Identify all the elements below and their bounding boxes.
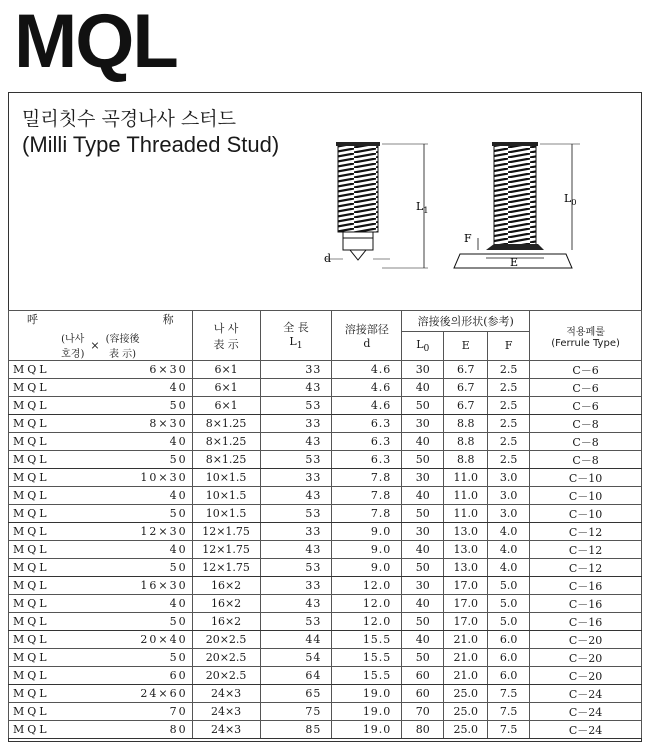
cell-weld-dia: 9.0 bbox=[332, 523, 402, 541]
cell-total-length: 43 bbox=[260, 541, 332, 559]
cell-e: 11.0 bbox=[444, 505, 488, 523]
table-row bbox=[9, 469, 642, 487]
cell-ferrule: C－16 bbox=[530, 613, 642, 631]
cell-weld-dia: 6.3 bbox=[332, 433, 402, 451]
cell-total-length: 33 bbox=[260, 523, 332, 541]
cell-f: 7.5 bbox=[488, 685, 530, 703]
cell-ferrule: C－12 bbox=[530, 523, 642, 541]
cell-l0: 30 bbox=[402, 523, 444, 541]
cell-e: 6.7 bbox=[444, 361, 488, 379]
cell-l0: 50 bbox=[402, 397, 444, 415]
cell-total-length: 53 bbox=[260, 397, 332, 415]
cell-total-length: 43 bbox=[260, 433, 332, 451]
table-row bbox=[9, 613, 642, 631]
table-row bbox=[9, 541, 642, 559]
cell-total-length: 33 bbox=[260, 469, 332, 487]
cell-l0: 50 bbox=[402, 559, 444, 577]
cell-l0: 40 bbox=[402, 541, 444, 559]
cell-l0: 30 bbox=[402, 469, 444, 487]
cell-screw: 8×1.25 bbox=[192, 433, 260, 451]
cell-e: 25.0 bbox=[444, 721, 488, 739]
cell-screw: 10×1.5 bbox=[192, 487, 260, 505]
stud-after-weld bbox=[454, 142, 580, 268]
cell-e: 21.0 bbox=[444, 667, 488, 685]
cell-screw: 20×2.5 bbox=[192, 649, 260, 667]
cell-e: 6.7 bbox=[444, 379, 488, 397]
cell-total-length: 54 bbox=[260, 649, 332, 667]
cell-nominal: MQL 50 bbox=[9, 451, 193, 469]
cell-weld-dia: 7.8 bbox=[332, 487, 402, 505]
cell-total-length: 33 bbox=[260, 415, 332, 433]
cell-ferrule: C－6 bbox=[530, 361, 642, 379]
cell-l0: 60 bbox=[402, 685, 444, 703]
cell-screw: 10×1.5 bbox=[192, 469, 260, 487]
cell-weld-dia: 9.0 bbox=[332, 559, 402, 577]
table-row bbox=[9, 577, 642, 595]
cell-weld-dia: 7.8 bbox=[332, 505, 402, 523]
cell-ferrule: C－8 bbox=[530, 451, 642, 469]
cell-screw: 6×1 bbox=[192, 397, 260, 415]
cell-total-length: 53 bbox=[260, 505, 332, 523]
table-row bbox=[9, 397, 642, 415]
cell-screw: 6×1 bbox=[192, 379, 260, 397]
cell-weld-dia: 12.0 bbox=[332, 577, 402, 595]
cell-nominal: MQL 12×30 bbox=[9, 523, 193, 541]
cell-screw: 20×2.5 bbox=[192, 631, 260, 649]
cell-ferrule: C－10 bbox=[530, 487, 642, 505]
cell-f: 3.0 bbox=[488, 505, 530, 523]
cell-screw: 16×2 bbox=[192, 595, 260, 613]
cell-f: 6.0 bbox=[488, 667, 530, 685]
cell-nominal: MQL 50 bbox=[9, 649, 193, 667]
label-l0: $L_0$ bbox=[564, 192, 577, 207]
cell-f: 2.5 bbox=[488, 415, 530, 433]
cell-weld-dia: 12.0 bbox=[332, 595, 402, 613]
cell-total-length: 44 bbox=[260, 631, 332, 649]
cell-screw: 6×1 bbox=[192, 361, 260, 379]
label-f: F bbox=[464, 232, 472, 245]
cell-nominal: MQL 20×40 bbox=[9, 631, 193, 649]
table-row bbox=[9, 595, 642, 613]
cell-f: 2.5 bbox=[488, 361, 530, 379]
cell-f: 2.5 bbox=[488, 433, 530, 451]
col-after-weld: 溶接後의形状(参考) bbox=[402, 311, 530, 332]
cell-nominal: MQL 80 bbox=[9, 721, 193, 739]
table-row bbox=[9, 361, 642, 379]
table-row bbox=[9, 631, 642, 649]
label-e: E bbox=[510, 256, 519, 269]
cell-f: 4.0 bbox=[488, 541, 530, 559]
table-row bbox=[9, 487, 642, 505]
cell-e: 25.0 bbox=[444, 703, 488, 721]
cell-nominal: MQL 40 bbox=[9, 379, 193, 397]
cell-e: 13.0 bbox=[444, 541, 488, 559]
cell-l0: 80 bbox=[402, 721, 444, 739]
cell-e: 17.0 bbox=[444, 595, 488, 613]
cell-e: 11.0 bbox=[444, 469, 488, 487]
cell-l0: 50 bbox=[402, 451, 444, 469]
cell-e: 8.8 bbox=[444, 415, 488, 433]
cell-nominal: MQL 40 bbox=[9, 541, 193, 559]
cell-ferrule: C－20 bbox=[530, 631, 642, 649]
cell-e: 17.0 bbox=[444, 613, 488, 631]
cell-weld-dia: 6.3 bbox=[332, 451, 402, 469]
cell-total-length: 33 bbox=[260, 577, 332, 595]
cell-f: 3.0 bbox=[488, 487, 530, 505]
cell-l0: 70 bbox=[402, 703, 444, 721]
cell-weld-dia: 19.0 bbox=[332, 685, 402, 703]
cell-f: 6.0 bbox=[488, 631, 530, 649]
cell-f: 5.0 bbox=[488, 595, 530, 613]
cell-screw: 12×1.75 bbox=[192, 523, 260, 541]
cell-l0: 50 bbox=[402, 649, 444, 667]
cell-nominal: MQL 50 bbox=[9, 397, 193, 415]
brand-logo: MQL bbox=[14, 0, 177, 84]
cell-ferrule: C－6 bbox=[530, 379, 642, 397]
cell-screw: 12×1.75 bbox=[192, 541, 260, 559]
col-f: F bbox=[488, 331, 530, 360]
cell-screw: 8×1.25 bbox=[192, 415, 260, 433]
cell-total-length: 43 bbox=[260, 379, 332, 397]
cell-nominal: MQL 70 bbox=[9, 703, 193, 721]
table-row bbox=[9, 505, 642, 523]
table-row bbox=[9, 685, 642, 703]
col-nominal: 呼 称 (나사 호경) × (容接後 表 示) bbox=[9, 311, 193, 361]
cell-l0: 40 bbox=[402, 631, 444, 649]
cell-l0: 40 bbox=[402, 595, 444, 613]
cell-l0: 30 bbox=[402, 361, 444, 379]
cell-weld-dia: 12.0 bbox=[332, 613, 402, 631]
cell-total-length: 75 bbox=[260, 703, 332, 721]
cell-weld-dia: 9.0 bbox=[332, 541, 402, 559]
cell-nominal: MQL 50 bbox=[9, 505, 193, 523]
cell-nominal: MQL 6×30 bbox=[9, 361, 193, 379]
cell-screw: 24×3 bbox=[192, 703, 260, 721]
col-l0: $L_0$ bbox=[402, 331, 444, 360]
cell-total-length: 43 bbox=[260, 487, 332, 505]
cell-ferrule: C－20 bbox=[530, 649, 642, 667]
cell-l0: 40 bbox=[402, 433, 444, 451]
cell-ferrule: C－24 bbox=[530, 685, 642, 703]
cell-total-length: 33 bbox=[260, 361, 332, 379]
cell-l0: 30 bbox=[402, 577, 444, 595]
cell-nominal: MQL 50 bbox=[9, 559, 193, 577]
cell-nominal: MQL 60 bbox=[9, 667, 193, 685]
cell-total-length: 85 bbox=[260, 721, 332, 739]
cell-nominal: MQL 50 bbox=[9, 613, 193, 631]
cell-l0: 60 bbox=[402, 667, 444, 685]
spec-table bbox=[8, 310, 642, 739]
cell-screw: 20×2.5 bbox=[192, 667, 260, 685]
cell-screw: 16×2 bbox=[192, 577, 260, 595]
col-total-length: 全 長 $L_1$ bbox=[260, 311, 332, 361]
cell-screw: 12×1.75 bbox=[192, 559, 260, 577]
table-row bbox=[9, 379, 642, 397]
cell-screw: 10×1.5 bbox=[192, 505, 260, 523]
cell-f: 7.5 bbox=[488, 721, 530, 739]
cell-weld-dia: 19.0 bbox=[332, 703, 402, 721]
cell-nominal: MQL 10×30 bbox=[9, 469, 193, 487]
cell-weld-dia: 19.0 bbox=[332, 721, 402, 739]
cell-f: 2.5 bbox=[488, 379, 530, 397]
table-row bbox=[9, 649, 642, 667]
cell-l0: 40 bbox=[402, 379, 444, 397]
cell-weld-dia: 4.6 bbox=[332, 379, 402, 397]
col-screw: 나 사 表 示 bbox=[192, 311, 260, 361]
cell-e: 8.8 bbox=[444, 433, 488, 451]
cell-nominal: MQL 8×30 bbox=[9, 415, 193, 433]
cell-l0: 30 bbox=[402, 415, 444, 433]
cell-e: 13.0 bbox=[444, 523, 488, 541]
cell-screw: 16×2 bbox=[192, 613, 260, 631]
cell-ferrule: C－8 bbox=[530, 433, 642, 451]
table-row bbox=[9, 667, 642, 685]
cell-ferrule: C－12 bbox=[530, 541, 642, 559]
label-d: d bbox=[324, 252, 332, 265]
cell-e: 8.8 bbox=[444, 451, 488, 469]
cell-ferrule: C－12 bbox=[530, 559, 642, 577]
cell-total-length: 65 bbox=[260, 685, 332, 703]
cell-f: 5.0 bbox=[488, 577, 530, 595]
cell-total-length: 43 bbox=[260, 595, 332, 613]
cell-nominal: MQL 40 bbox=[9, 487, 193, 505]
cell-total-length: 53 bbox=[260, 613, 332, 631]
cell-ferrule: C－16 bbox=[530, 577, 642, 595]
cell-f: 4.0 bbox=[488, 559, 530, 577]
cell-total-length: 53 bbox=[260, 451, 332, 469]
cell-ferrule: C－16 bbox=[530, 595, 642, 613]
cell-e: 21.0 bbox=[444, 631, 488, 649]
cell-e: 21.0 bbox=[444, 649, 488, 667]
cell-screw: 24×3 bbox=[192, 721, 260, 739]
cell-f: 4.0 bbox=[488, 523, 530, 541]
cell-l0: 40 bbox=[402, 487, 444, 505]
cell-e: 13.0 bbox=[444, 559, 488, 577]
cell-nominal: MQL 24×60 bbox=[9, 685, 193, 703]
cell-f: 3.0 bbox=[488, 469, 530, 487]
cell-f: 7.5 bbox=[488, 703, 530, 721]
cell-ferrule: C－24 bbox=[530, 703, 642, 721]
table-row bbox=[9, 559, 642, 577]
cell-weld-dia: 15.5 bbox=[332, 667, 402, 685]
title-english: (Milli Type Threaded Stud) bbox=[22, 132, 280, 157]
cell-f: 2.5 bbox=[488, 451, 530, 469]
cell-l0: 50 bbox=[402, 505, 444, 523]
cell-weld-dia: 15.5 bbox=[332, 649, 402, 667]
cell-ferrule: C－10 bbox=[530, 469, 642, 487]
cell-ferrule: C－10 bbox=[530, 505, 642, 523]
cell-screw: 24×3 bbox=[192, 685, 260, 703]
table-row bbox=[9, 451, 642, 469]
cell-e: 25.0 bbox=[444, 685, 488, 703]
cell-weld-dia: 6.3 bbox=[332, 415, 402, 433]
cell-f: 2.5 bbox=[488, 397, 530, 415]
table-row bbox=[9, 433, 642, 451]
label-l1: $L_1$ bbox=[416, 200, 429, 215]
col-weld-dia: 溶接部径 d bbox=[332, 311, 402, 361]
cell-e: 6.7 bbox=[444, 397, 488, 415]
title-korean: 밀리칫수 곡경나사 스터드 bbox=[22, 108, 236, 130]
cell-e: 17.0 bbox=[444, 577, 488, 595]
cell-l0: 50 bbox=[402, 613, 444, 631]
table-row bbox=[9, 721, 642, 739]
cell-weld-dia: 4.6 bbox=[332, 397, 402, 415]
col-ferrule: 적용페룰 (Ferrule Type) bbox=[530, 311, 642, 361]
cell-f: 5.0 bbox=[488, 613, 530, 631]
cell-total-length: 53 bbox=[260, 559, 332, 577]
stud-diagram bbox=[310, 138, 610, 278]
cell-nominal: MQL 40 bbox=[9, 433, 193, 451]
table-row bbox=[9, 523, 642, 541]
cell-ferrule: C－6 bbox=[530, 397, 642, 415]
cell-weld-dia: 7.8 bbox=[332, 469, 402, 487]
table-row bbox=[9, 415, 642, 433]
cell-nominal: MQL 16×30 bbox=[9, 577, 193, 595]
cell-f: 6.0 bbox=[488, 649, 530, 667]
cell-ferrule: C－8 bbox=[530, 415, 642, 433]
col-e: E bbox=[444, 331, 488, 360]
cell-e: 11.0 bbox=[444, 487, 488, 505]
cell-ferrule: C－20 bbox=[530, 667, 642, 685]
stud-before-weld bbox=[326, 142, 428, 268]
cell-weld-dia: 15.5 bbox=[332, 631, 402, 649]
cell-nominal: MQL 40 bbox=[9, 595, 193, 613]
cell-total-length: 64 bbox=[260, 667, 332, 685]
cell-screw: 8×1.25 bbox=[192, 451, 260, 469]
table-row bbox=[9, 703, 642, 721]
cell-weld-dia: 4.6 bbox=[332, 361, 402, 379]
cell-ferrule: C－24 bbox=[530, 721, 642, 739]
